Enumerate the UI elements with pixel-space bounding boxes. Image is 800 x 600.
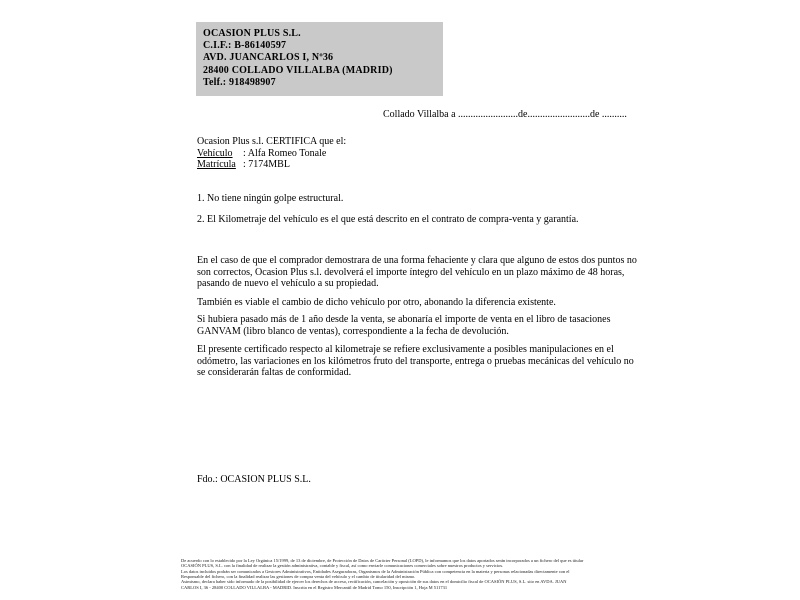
paragraph-ganvam bbox=[197, 314, 610, 337]
legal-footer-line-4: Responsable del fichero, con la finalidad realizar las gestiones de compra venta del vehículo y el cambio de titularidad del mismo. bbox=[181, 574, 416, 580]
paragraph-ganvam-line-1: Si hubiera pasado más de 1 año desde la venta, se abonaría el importe de venta en el libro de tasaciones bbox=[197, 314, 611, 325]
paragraph-odometer bbox=[197, 344, 634, 379]
company-phone: Telf.: 918498907 bbox=[203, 76, 276, 88]
paragraph-ganvam-line-2: GANVAM (libro blanco de ventas), correspondiente a la fecha de devolución. bbox=[197, 325, 509, 337]
legal-footer-line-1: De acuerdo con lo establecido por la Ley Orgánica 15/1999, de 13 de diciembre, de Protección de Datos de Carácter Personal (LOPD), le informamos que los datos aportados serán incorporados a un fichero del que es titular bbox=[181, 558, 584, 563]
plate-label: Matrícula bbox=[197, 159, 236, 171]
paragraph-exchange bbox=[197, 297, 556, 309]
paragraph-refund bbox=[197, 255, 637, 290]
certification-block bbox=[197, 136, 346, 171]
paragraph-odometer-line-1: El presente certificado respecto al kilometraje se refiere exclusivamente a posibles manipulaciones en el bbox=[197, 344, 614, 355]
company-letterhead bbox=[196, 22, 443, 96]
paragraph-refund-line-1: En el caso de que el comprador demostrara de una forma fehaciente y clara que alguno de estos dos puntos no bbox=[197, 255, 637, 266]
paragraph-refund-line-3: pasando de nuevo el vehículo a su propiedad. bbox=[197, 278, 379, 290]
point-2: 2. El Kilometraje del vehículo es el que está descrito en el contrato de compra-venta y garantía. bbox=[197, 214, 579, 225]
certification-intro: Ocasion Plus s.l. CERTIFICA que el: bbox=[197, 136, 347, 147]
legal-footer-line-6: CARLOS I, 36 - 28400 COLLADO VILLALBA - MADRID. Inscrita en el Registro Mercantil de Madrid Tomo 150, Inscripción 1, Hoja M 511731 bbox=[181, 584, 448, 590]
date-line: Collado Villalba a ........................de.........................de .......... bbox=[383, 109, 627, 120]
legal-footer-line-5: Asimismo, declara haber sido informado de la posibilidad de ejercer los derechos de acceso, rectificación, cancelación y oposición de sus datos en el domicilio fiscal de OCASIÓN PLUS, S.L. sito en AVDA. JUAN bbox=[181, 579, 567, 585]
company-name: OCASION PLUS S.L. bbox=[203, 28, 301, 39]
point-1: 1. No tiene ningún golpe estructural. bbox=[197, 193, 344, 204]
plate-value: 7174MBL bbox=[248, 159, 290, 171]
paragraph-odometer-line-2: odómetro, las variaciones en los kilómetros fruto del transporte, entrega o pruebas mecánicas del vehículo no bbox=[197, 355, 634, 367]
plate-separator: : bbox=[243, 159, 249, 171]
legal-footer-line-3: Los datos incluidos podrán ser comunicados a Gestores Administrativos, Entidades Aseguradoras, Organismos de la Administración Pública con competencia en la materia y personas relacionadas directamente con el bbox=[181, 568, 570, 574]
signature-line: Fdo.: OCASION PLUS S.L. bbox=[197, 474, 311, 485]
legal-footer bbox=[181, 558, 613, 590]
paragraph-exchange-line-1: También es viable el cambio de dicho vehículo por otro, abonando la diferencia existente. bbox=[197, 297, 556, 308]
paragraph-refund-line-2: son correctos, Ocasion Plus s.l. devolverá el importe íntegro del vehículo en un plazo máximo de 48 horas, bbox=[197, 266, 625, 278]
vehicle-value: Alfa Romeo Tonale bbox=[247, 147, 327, 159]
vehicle-separator: : bbox=[243, 147, 248, 159]
plate-row bbox=[197, 159, 346, 171]
paragraph-odometer-line-3: se considerarán faltas de conformidad. bbox=[197, 367, 352, 379]
company-city: 28400 COLLADO VILLALBA (MADRID) bbox=[203, 64, 393, 76]
company-cif: C.I.F.: B-86140597 bbox=[203, 40, 287, 52]
vehicle-label: Vehículo bbox=[197, 147, 233, 159]
company-address: AVD. JUANCARLOS I, Nº36 bbox=[203, 52, 334, 64]
vehicle-row bbox=[197, 148, 346, 160]
legal-footer-line-2: OCASIÓN PLUS, S.L. con la finalidad de realizar la gestión administrativa, contable y fiscal, así como enviarle comunicaciones comerciales sobre nuestros productos y servicios. bbox=[181, 563, 504, 569]
